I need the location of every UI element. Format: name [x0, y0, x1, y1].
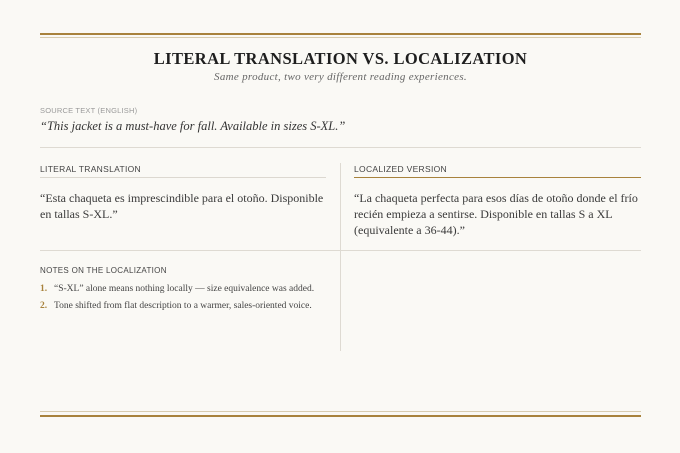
literal-translation-text: “Esta chaqueta es imprescindible para el otoño. Disponible en tallas S-XL.”	[40, 191, 324, 221]
literal-translation-label: LITERAL TRANSLATION	[40, 164, 141, 174]
list-item-number: 1.	[40, 284, 48, 294]
top-rule	[40, 33, 641, 35]
localized-version-label: LOCALIZED VERSION	[354, 164, 447, 174]
notes-list	[40, 283, 335, 317]
list-item	[40, 300, 335, 313]
section-divider	[40, 147, 641, 148]
localized-version-text: “La chaqueta perfecta para esos días de otoño donde el frío recién empieza a sentirse. Disponible en tallas S a XL (equivalente a 36-44).”	[354, 191, 638, 237]
list-item	[40, 283, 335, 296]
source-text: “This jacket is a must-have for fall. Available in sizes S-XL.”	[40, 119, 346, 133]
top-rule-thin	[40, 37, 641, 38]
notes-label: NOTES ON THE LOCALIZATION	[40, 266, 167, 275]
list-item-text: “S-XL” alone means nothing locally — size equivalence was added.	[54, 284, 315, 294]
page-subtitle: Same product, two very different reading experiences.	[214, 71, 467, 83]
bottom-rule	[40, 415, 641, 417]
localized-label-underline	[354, 177, 641, 178]
source-label: SOURCE TEXT (ENGLISH)	[40, 106, 138, 115]
bottom-rule-thin	[40, 411, 641, 412]
list-item-number: 2.	[40, 301, 48, 311]
literal-label-underline	[40, 177, 326, 178]
section-divider-notes	[40, 250, 641, 251]
page-title: LITERAL TRANSLATION VS. LOCALIZATION	[153, 49, 528, 68]
column-separator	[340, 163, 341, 351]
list-item-text: Tone shifted from flat description to a warmer, sales-oriented voice.	[54, 301, 312, 311]
